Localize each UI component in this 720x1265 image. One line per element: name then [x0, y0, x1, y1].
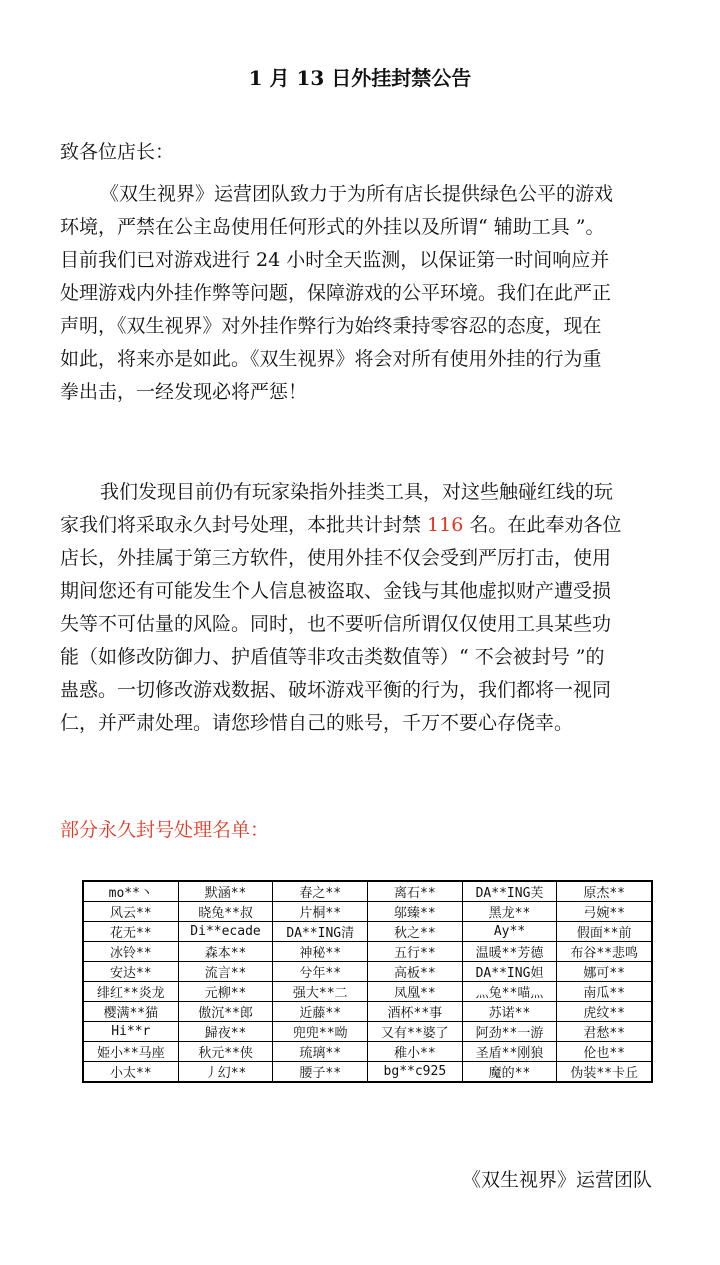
text: 家我们将采取永久封号处理，本批共计封禁 [60, 514, 428, 536]
banned-player-name: 布谷**悲鸣 [557, 942, 652, 962]
table-row [83, 1062, 652, 1083]
banned-player-name: DA**ING芙 [462, 881, 557, 902]
banned-player-name: 默涵** [178, 881, 273, 902]
table-row [83, 881, 652, 902]
paragraph-line: 失等不可估量的风险。同时，也不要听信所谓仅仅使用工具某些功 [60, 613, 612, 635]
banned-player-name: 近藤** [273, 1002, 368, 1022]
banned-player-name: 元柳** [178, 982, 273, 1002]
banned-player-name: 弓婉** [557, 902, 652, 922]
table-row [83, 942, 652, 962]
banned-player-name: 强大**二 [273, 982, 368, 1002]
banned-player-name: 花无** [83, 922, 178, 942]
banned-player-name: 伪装**卡丘 [557, 1062, 652, 1083]
banned-player-name: 风云** [83, 902, 178, 922]
table-row [83, 922, 652, 942]
banned-player-name: 灬兔**喵灬 [462, 982, 557, 1002]
paragraph-2 [60, 476, 655, 740]
ban-count: 116 [427, 514, 464, 536]
banned-player-name: 兜兜**呦 [273, 1022, 368, 1042]
banned-player-name: mo**丶 [83, 881, 178, 902]
paragraph-line: 仁，并严肃处理。请您珍惜自己的账号，千万不要心存侥幸。 [60, 712, 574, 734]
page-title: 1 月 13 日外挂封禁公告 [248, 66, 472, 90]
banned-player-name: 又有**婆了 [368, 1022, 463, 1042]
paragraph-line: 我们发现目前仍有玩家染指外挂类工具，对这些触碰红线的玩 [100, 481, 614, 503]
banned-player-name: 琉璃** [273, 1042, 368, 1062]
banned-player-name: bg**c925 [368, 1062, 463, 1083]
paragraph-line [60, 509, 655, 542]
banned-player-name: DA**ING清 [273, 922, 368, 942]
paragraph-line: 店长，外挂属于第三方软件，使用外挂不仅会受到严厉打击，使用 [60, 547, 612, 569]
banned-player-name: 娜可** [557, 962, 652, 982]
paragraph-line: 拳出击，一经发现必将严惩！ [60, 381, 308, 403]
banned-player-name: 安达** [83, 962, 178, 982]
banned-player-name: Hi**r [83, 1022, 178, 1042]
banned-player-name: 兮年** [273, 962, 368, 982]
banned-player-name: 君愁** [557, 1022, 652, 1042]
banned-list-table [82, 880, 653, 1083]
paragraph-line: 处理游戏内外挂作弊等问题，保障游戏的公平环境。我们在此严正 [60, 282, 612, 304]
banned-player-name: 离石** [368, 881, 463, 902]
paragraph-line: 目前我们已对游戏进行 24 小时全天监测，以保证第一时间响应并 [60, 249, 610, 271]
banned-player-name: 片桐** [273, 902, 368, 922]
banned-player-name: 傲沉**郎 [178, 1002, 273, 1022]
banned-player-name: 稚小** [368, 1042, 463, 1062]
banned-player-name: 黑龙** [462, 902, 557, 922]
paragraph-line: 如此，将来亦是如此。《双生视界》将会对所有使用外挂的行为重 [60, 348, 602, 370]
paragraph-line: 《双生视界》运营团队致力于为所有店长提供绿色公平的游戏 [100, 183, 614, 205]
banned-player-name: 苏诺** [462, 1002, 557, 1022]
banned-player-name: 春之** [273, 881, 368, 902]
table-row [83, 982, 652, 1002]
paragraph-1 [60, 178, 655, 409]
signature: 《双生视界》运营团队 [461, 1169, 652, 1191]
banned-player-name: Di**ecade [178, 922, 273, 942]
banned-player-name: 阿劲**一游 [462, 1022, 557, 1042]
list-title: 部分永久封号处理名单： [60, 819, 270, 841]
banned-player-name: 南瓜** [557, 982, 652, 1002]
banned-player-name: 歸夜** [178, 1022, 273, 1042]
banned-player-name: 假面**前 [557, 922, 652, 942]
banned-player-name: 邬臻** [368, 902, 463, 922]
banned-player-name: Ay** [462, 922, 557, 942]
banned-player-name: 神秘** [273, 942, 368, 962]
banned-player-name: 伦也** [557, 1042, 652, 1062]
banned-player-name: 姫小**马座 [83, 1042, 178, 1062]
paragraph-line: 声明，《双生视界》对外挂作弊行为始终秉持零容忍的态度，现在 [60, 315, 602, 337]
banned-player-name: 凤凰** [368, 982, 463, 1002]
banned-player-name: 虎纹** [557, 1002, 652, 1022]
paragraph-line: 期间您还有可能发生个人信息被盗取、金钱与其他虚拟财产遭受损 [60, 580, 612, 602]
banned-player-name: 樱满**猫 [83, 1002, 178, 1022]
banned-player-name: DA**ING妲 [462, 962, 557, 982]
banned-player-name: 五行** [368, 942, 463, 962]
table-row [83, 1042, 652, 1062]
table-row [83, 962, 652, 982]
table-row [83, 1022, 652, 1042]
banned-player-name: 晓兔**叔 [178, 902, 273, 922]
banned-player-name: 小太** [83, 1062, 178, 1083]
banned-player-name: 流言** [178, 962, 273, 982]
banned-player-name: 秋之** [368, 922, 463, 942]
banned-player-name: 圣盾**刚狼 [462, 1042, 557, 1062]
banned-player-name: 温暖**芳德 [462, 942, 557, 962]
banned-player-name: 酒杯**事 [368, 1002, 463, 1022]
text: 名。在此奉劝各位 [463, 514, 622, 536]
paragraph-line: 蛊惑。一切修改游戏数据、破坏游戏平衡的行为，我们都将一视同 [60, 679, 612, 701]
table-row [83, 1002, 652, 1022]
banned-player-name: 冰铃** [83, 942, 178, 962]
banned-player-name: 高板** [368, 962, 463, 982]
banned-player-name: 原杰** [557, 881, 652, 902]
paragraph-line: 能（如修改防御力、护盾值等非攻击类数值等）“ 不会被封号 ”的 [60, 646, 605, 668]
banned-player-name: 魔的** [462, 1062, 557, 1083]
banned-player-name: 丿幻** [178, 1062, 273, 1083]
table-row [83, 902, 652, 922]
banned-player-name: 秋元**侠 [178, 1042, 273, 1062]
greeting: 致各位店长： [60, 141, 175, 163]
paragraph-line: 环境，严禁在公主岛使用任何形式的外挂以及所谓“ 辅助工具 ”。 [60, 216, 605, 238]
banned-player-name: 腰子** [273, 1062, 368, 1083]
banned-player-name: 绯红**炎龙 [83, 982, 178, 1002]
banned-player-name: 森本** [178, 942, 273, 962]
